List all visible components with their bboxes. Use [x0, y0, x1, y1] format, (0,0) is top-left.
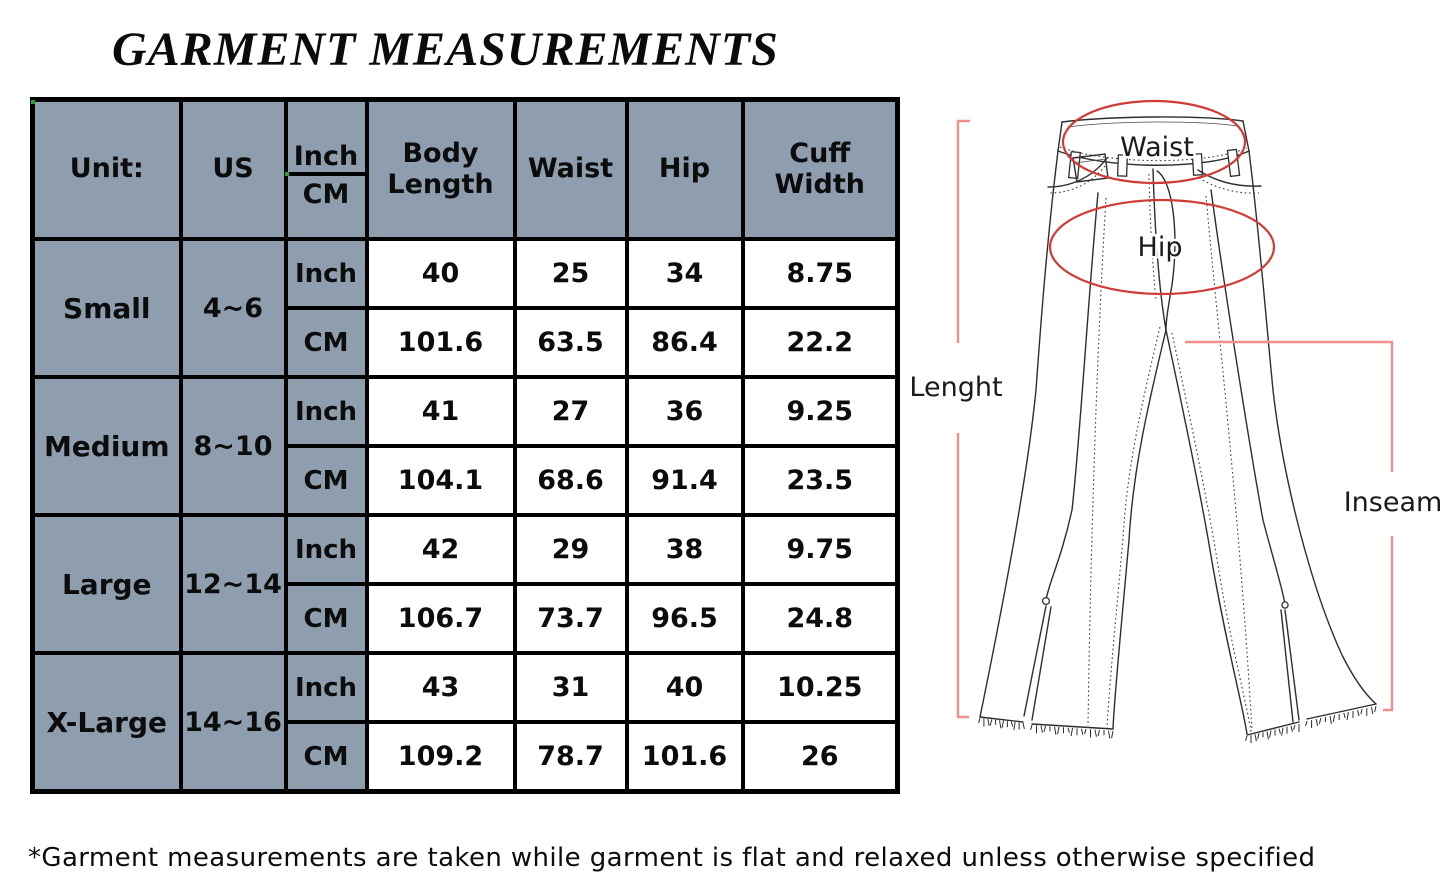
size-label-medium: Medium	[33, 377, 181, 515]
unit-inch-label: Inch	[286, 239, 367, 308]
pants-measurement-diagram	[900, 95, 1445, 785]
cell-medium-inch-hip: 36	[627, 377, 743, 446]
cell-medium-inch-body-length: 41	[367, 377, 515, 446]
measurement-annotations	[909, 101, 1442, 717]
inch-cm-header-cell	[286, 100, 367, 240]
cell-small-cm-waist: 63.5	[515, 308, 627, 377]
cell-medium-cm-waist: 68.6	[515, 446, 627, 515]
cell-large-cm-body-length: 106.7	[367, 584, 515, 653]
us-range-large: 12~14	[181, 515, 286, 653]
scan-artifact-dot	[31, 100, 35, 104]
cell-xlarge-inch-cuff: 10.25	[743, 653, 898, 722]
us-header-cell: US	[181, 100, 286, 240]
us-range-xlarge: 14~16	[181, 653, 286, 792]
cell-medium-inch-waist: 27	[515, 377, 627, 446]
body-length-header-cell: Body Length	[367, 100, 515, 240]
length-label: Lenght	[909, 372, 1003, 403]
cell-small-cm-body-length: 101.6	[367, 308, 515, 377]
cell-large-inch-hip: 38	[627, 515, 743, 584]
cell-small-cm-hip: 86.4	[627, 308, 743, 377]
cell-medium-cm-body-length: 104.1	[367, 446, 515, 515]
unit-header-cell: Unit:	[33, 100, 181, 240]
cell-xlarge-cm-cuff: 26	[743, 722, 898, 792]
scan-artifact-dot	[285, 172, 289, 176]
cell-xlarge-inch-body-length: 43	[367, 653, 515, 722]
size-chart-table	[30, 97, 900, 794]
row-small-inch	[33, 239, 898, 308]
cell-medium-inch-cuff: 9.25	[743, 377, 898, 446]
measurement-footnote: *Garment measurements are taken while garment is flat and relaxed unless otherwise specified	[28, 843, 1316, 873]
pants-sketch	[979, 117, 1376, 743]
size-label-large: Large	[33, 515, 181, 653]
unit-inch-label: Inch	[286, 653, 367, 722]
hip-header-cell: Hip	[627, 100, 743, 240]
cell-large-inch-waist: 29	[515, 515, 627, 584]
row-xlarge-inch	[33, 653, 898, 722]
hip-label: Hip	[1137, 232, 1183, 263]
length-bracket	[958, 121, 970, 717]
cell-small-cm-cuff: 22.2	[743, 308, 898, 377]
cell-xlarge-cm-body-length: 109.2	[367, 722, 515, 792]
waist-label: Waist	[1120, 132, 1194, 163]
cell-xlarge-cm-hip: 101.6	[627, 722, 743, 792]
cell-small-inch-body-length: 40	[367, 239, 515, 308]
inseam-bracket	[1185, 342, 1392, 710]
cell-large-cm-waist: 73.7	[515, 584, 627, 653]
unit-cm-label: CM	[286, 446, 367, 515]
size-label-small: Small	[33, 239, 181, 377]
cell-small-inch-waist: 25	[515, 239, 627, 308]
cuff-width-header-cell: Cuff Width	[743, 100, 898, 240]
unit-inch-label: Inch	[286, 515, 367, 584]
cell-xlarge-cm-waist: 78.7	[515, 722, 627, 792]
cell-medium-cm-hip: 91.4	[627, 446, 743, 515]
us-range-small: 4~6	[181, 239, 286, 377]
cell-large-cm-cuff: 24.8	[743, 584, 898, 653]
cell-medium-cm-cuff: 23.5	[743, 446, 898, 515]
us-range-medium: 8~10	[181, 377, 286, 515]
row-large-inch	[33, 515, 898, 584]
row-medium-inch	[33, 377, 898, 446]
cell-xlarge-inch-waist: 31	[515, 653, 627, 722]
cell-large-inch-cuff: 9.75	[743, 515, 898, 584]
inch-cm-split	[288, 102, 365, 237]
cm-header-label: CM	[302, 179, 350, 210]
header-row	[33, 100, 898, 240]
cell-large-cm-hip: 96.5	[627, 584, 743, 653]
cell-xlarge-inch-hip: 40	[627, 653, 743, 722]
unit-cm-label: CM	[286, 584, 367, 653]
cell-small-inch-cuff: 8.75	[743, 239, 898, 308]
cell-small-inch-hip: 34	[627, 239, 743, 308]
inch-header-label: Inch	[288, 102, 365, 176]
inseam-label: Inseam	[1343, 487, 1443, 518]
waist-header-cell: Waist	[515, 100, 627, 240]
unit-inch-label: Inch	[286, 377, 367, 446]
size-label-xlarge: X-Large	[33, 653, 181, 792]
unit-cm-label: CM	[286, 722, 367, 792]
unit-cm-label: CM	[286, 308, 367, 377]
cell-large-inch-body-length: 42	[367, 515, 515, 584]
page-title: GARMENT MEASUREMENTS	[112, 23, 779, 76]
